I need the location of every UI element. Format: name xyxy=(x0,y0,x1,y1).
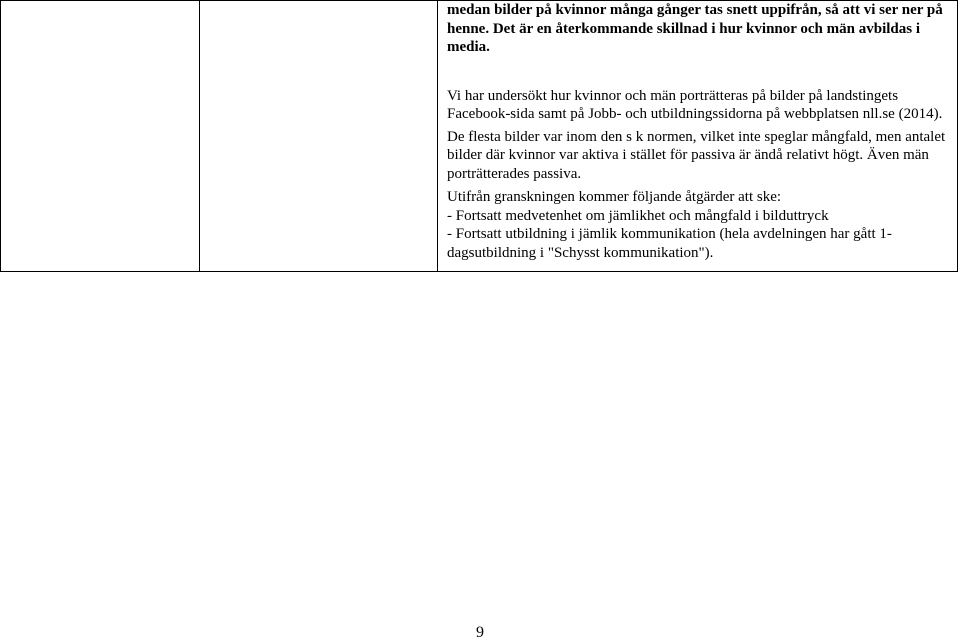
intro-bold-paragraph: medan bilder på kvinnor många gånger tas snett uppifrån, så att vi ser ner på henne. Det är en återkommande skillnad i hur kvinnor och män avbildas i media. xyxy=(447,2,943,55)
findings-paragraph: De flesta bilder var inom den s k normen, vilket inte speglar mångfald, men antalet bilder där kvinnor var aktiva i stället för passiva är ändå relativt högt. Även män porträtterades passiva. xyxy=(447,128,946,182)
table-cell-empty-second xyxy=(200,1,438,272)
action-item-2: - Fortsatt utbildning i jämlik kommunikation (hela avdelningen har gått 1-dagsutbildning i "Schysst kommunikation"). xyxy=(447,226,892,261)
actions-intro-paragraph: Utifrån granskningen kommer följande åtgärder att ske: xyxy=(447,189,782,205)
cell-text-block xyxy=(438,1,957,262)
document-table xyxy=(0,0,958,272)
action-item-1: - Fortsatt medvetenhet om jämlikhet och mångfald i bilduttryck xyxy=(447,207,829,224)
page-number: 9 xyxy=(476,624,484,641)
table-cell-content xyxy=(438,1,958,272)
study-paragraph: Vi har undersökt hur kvinnor och män porträtteras på bilder på landstingets Facebook-sida samt på Jobb- och utbildningssidorna på webbplatsen nll.se (2014). xyxy=(447,87,943,122)
table-row xyxy=(1,1,958,272)
table-cell-empty-first xyxy=(1,1,200,272)
